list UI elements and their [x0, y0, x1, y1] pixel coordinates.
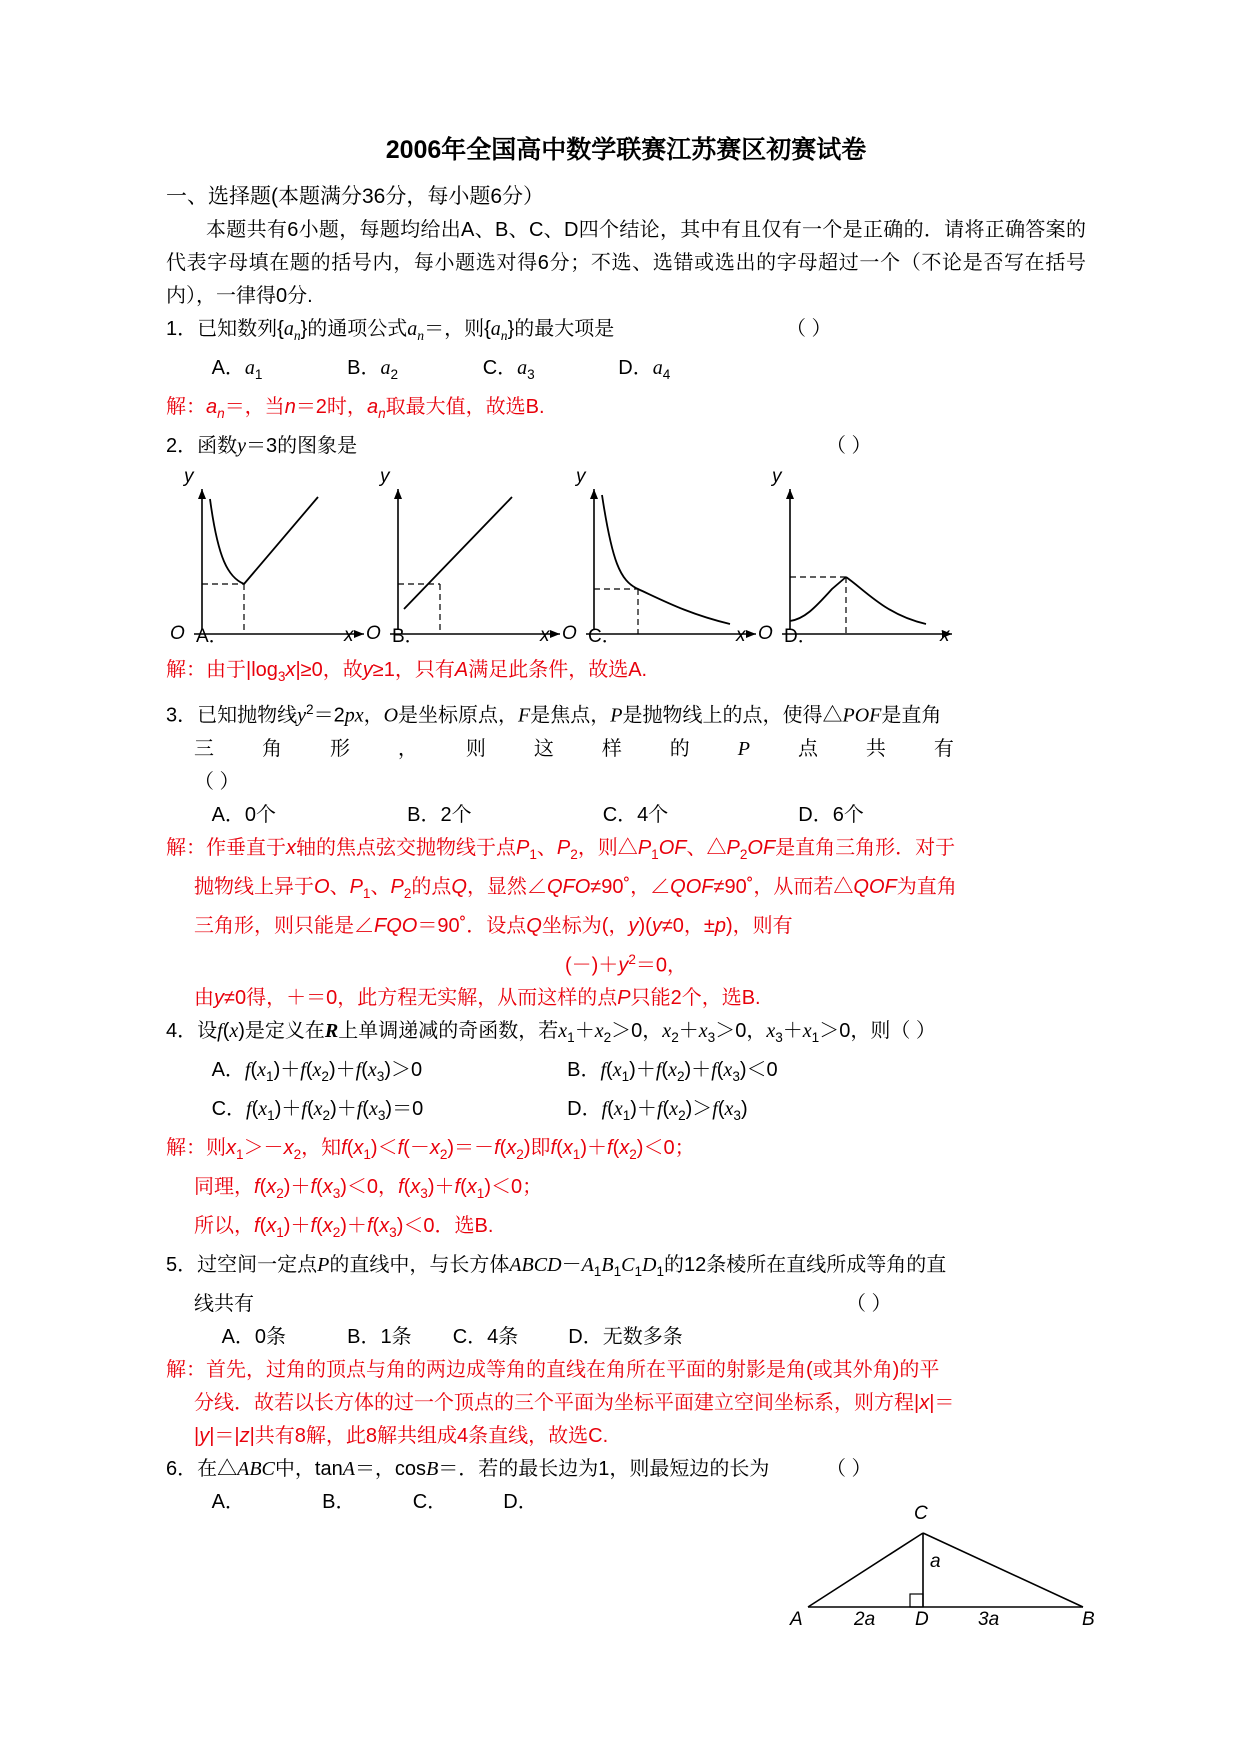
problem-5-stem-line2: 线共有 （ ）	[166, 1288, 1086, 1321]
option-5-d[interactable]: D．无数多条	[568, 1326, 683, 1349]
problem-6-figure-wrap	[166, 1503, 1095, 1639]
section-1-intro: 本题共有6小题，每题均给出A、B、C、D四个结论，其中有且仅有一个是正确的．请将正确答案的代表字母填在题的括号内，每小题选对得6分；不选、选错或选出的字母超过一个（不论是否写在括号内），一律得0分.	[166, 219, 1086, 307]
problem-2-figures	[166, 466, 1086, 654]
option-4-d[interactable]: D．$f(x_1)+f(x_2)>f(x_3)$	[567, 1098, 748, 1124]
option-5-c[interactable]: C．4条	[452, 1326, 519, 1349]
figure-2b-x-label: x	[540, 625, 550, 646]
figure-2c	[558, 466, 763, 654]
option-6-d[interactable]: D．	[503, 1491, 538, 1514]
figure-2a	[166, 466, 371, 654]
problem-4-options-row-1	[166, 1054, 1086, 1093]
problem-3-solution-line-1: 解：作垂直于x轴的焦点弦交抛物线于点$P_1$、$P_2$，则$\triangle P_1OF$、$\triangle P_2OF$是直角三角形．对于	[166, 836, 956, 862]
option-5-a[interactable]: A．0条	[221, 1326, 287, 1349]
problem-2-answer-paren: （ ）	[826, 435, 872, 457]
figure-2b-origin-label: O	[366, 623, 381, 644]
problem-6-stem: 6．在△ABC中，tanA＝，cosB＝．若的最长边为1，则最短边的长为 （ ）	[166, 1453, 1086, 1486]
figure-2c-y-label: y	[576, 466, 586, 487]
option-3-a[interactable]: A．0个	[211, 803, 277, 826]
problem-6-answer-paren: （ ）	[826, 1458, 872, 1481]
problem-4-solution-line-3: 所以，$f(x_1)+f(x_2)+f(x_3)<0$．选B.	[194, 1215, 494, 1241]
option-4-c[interactable]: C．$f(x_1)+f(x_2)+f(x_3)=0$	[211, 1098, 424, 1124]
problem-5-answer-paren: （ ）	[846, 1293, 892, 1316]
option-3-c[interactable]: C．4个	[602, 803, 669, 826]
problem-6-triangle-figure	[790, 1503, 1098, 1634]
section-1-heading: 一、选择题(本题满分36分，每小题6分）	[166, 185, 545, 208]
problem-5-options	[166, 1321, 1086, 1354]
figure-2d-x-label: x	[940, 625, 950, 646]
problem-3-stem: 3．已知抛物线$y^2=2px$，O是坐标原点，F是焦点，P是抛物线上的点，使得△POF是直角	[166, 702, 942, 727]
problem-1-answer-paren: （ ）	[786, 318, 832, 340]
problem-2-stem: 2．函数y＝3的图象是 （ ）	[166, 430, 1086, 463]
problem-5-solution-line-2: 分线．故若以长方体的过一个顶点的三个平面为坐标平面建立空间坐标系，则方程|x|＝	[194, 1392, 955, 1415]
label-seg-db: 3a	[978, 1609, 1000, 1631]
figure-2c-origin-label: O	[562, 623, 577, 644]
problem-3-solution-line-4: $(-)+y^2=0$，	[564, 951, 687, 977]
option-1-a[interactable]: A．$a_1$	[211, 357, 263, 382]
option-1-b[interactable]: B．$a_2$	[347, 357, 399, 382]
problem-5-solution-line-3: |y|＝|z|共有8解，此8解共组成4条直线，故选C.	[194, 1425, 609, 1448]
option-6-a[interactable]: A．	[211, 1491, 245, 1514]
figure-2a-y-label: y	[184, 466, 194, 487]
problem-3-stem-line2: 三 角 形 ， 则 这 样 的 P 点 共 有	[194, 737, 954, 760]
figure-2d	[754, 466, 959, 654]
problem-1-stem: 1．已知数列$\{a_n\}$的通项公式$a_n=$，则$\{a_n\}$的最大项是 （ ）	[166, 313, 1086, 352]
problem-3-solution-line-3: 三角形，则只能是∠FQO＝90˚．设点Q坐标为(，y)(y≠0，±p)，则有	[194, 914, 793, 937]
option-5-b[interactable]: B．1条	[347, 1326, 412, 1349]
option-6-c[interactable]: C．	[412, 1491, 448, 1514]
problem-1-solution: 解：$a_n=$，当n＝2时，$a_n$取最大值，故选B.	[166, 396, 545, 421]
problem-5-stem: 5．过空间一定点P的直线中，与长方体$ABCD-A_1B_1C_1D_1$的12条棱所在直线所成等角的直	[166, 1254, 947, 1280]
figure-2d-caption: D．	[784, 626, 817, 647]
figure-2b-caption: B．	[392, 626, 424, 647]
figure-2b-y-label: y	[380, 466, 390, 487]
problem-3-answer-paren: （ ）	[194, 770, 240, 793]
label-seg-ad: 2a	[854, 1609, 876, 1631]
option-6-b[interactable]: B．	[322, 1491, 356, 1514]
option-1-c[interactable]: C．$a_3$	[482, 357, 535, 382]
option-4-b[interactable]: B．$f(x_1)+f(x_2)+f(x_3)<0$	[567, 1059, 778, 1085]
problem-6-options	[166, 1486, 1086, 1519]
figure-2c-x-label: x	[736, 625, 746, 646]
problem-4-solution-line-1: 解：则$x_1>-x_2$，知$f(x_1)<f(-x_2)=-f(x_2)$即$f(x_1)+f(x_2)<0$；	[166, 1137, 695, 1163]
option-3-d[interactable]: D．6个	[798, 803, 864, 826]
label-c: C	[914, 1503, 928, 1525]
page-title: 2006年全国高中数学联赛江苏赛区初赛试卷	[385, 136, 867, 164]
label-seg-cd: a	[930, 1551, 941, 1573]
problem-3-solution-line-2: 抛物线上异于O、$P_1$、$P_2$的点Q，显然∠QFO≠90˚，∠QOF≠90˚，从而若△QOF为直角	[194, 875, 957, 901]
option-1-d[interactable]: D．$a_4$	[618, 357, 671, 382]
problem-5-solution-line-1: 解：首先，过角的顶点与角的两边成等角的直线在角所在平面的射影是角(或其外角)的平	[166, 1359, 940, 1382]
problem-3-options	[166, 799, 1086, 832]
problem-1-options	[166, 352, 1086, 391]
figure-2d-origin-label: O	[758, 623, 773, 644]
option-4-a[interactable]: A．$f(x_1)+f(x_2)+f(x_3)>0$	[211, 1059, 423, 1085]
figure-2c-caption: C．	[588, 626, 621, 647]
problem-2-solution: 解：由于$|\log_3x|\ge 0$，故y≥1，只有A满足此条件，故选A.	[166, 659, 648, 684]
problem-4-options-row-2	[166, 1093, 1086, 1132]
page-content	[166, 130, 1095, 1639]
problem-4-solution-line-2: 同理，$f(x_2)+f(x_3)<0$，$f(x_3)+f(x_1)<0$；	[194, 1176, 543, 1202]
label-b: B	[1082, 1609, 1095, 1631]
option-3-b[interactable]: B．2个	[407, 803, 472, 826]
figure-2b	[362, 466, 567, 654]
figure-2a-origin-label: O	[170, 623, 185, 644]
figure-2a-x-label: x	[344, 625, 354, 646]
figure-2d-y-label: y	[772, 466, 782, 487]
problem-3-solution-line-5: 由y≠0得，＋＝0，此方程无实解，从而这样的点P只能2个，选B.	[194, 987, 761, 1010]
label-d: D	[915, 1609, 929, 1631]
label-a: A	[790, 1609, 803, 1631]
problem-4-stem: 4．设f(x)是定义在R上单调递减的奇函数，若$x_1+x_2>0$，$x_2+x_3>0$，$x_3+x_1>0$，则（ ）	[166, 1020, 936, 1046]
figure-2a-caption: A．	[196, 626, 228, 647]
